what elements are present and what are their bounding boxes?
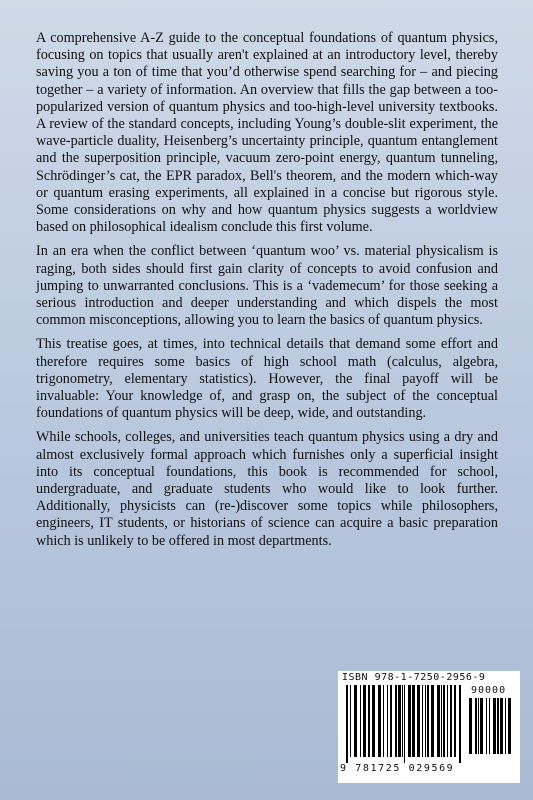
barcode-bar bbox=[395, 685, 397, 757]
ean-digits-label: 9 781725 029569 bbox=[340, 763, 455, 774]
isbn-barcode bbox=[338, 671, 520, 783]
barcode-bar bbox=[486, 698, 487, 754]
barcode-bar bbox=[350, 685, 351, 757]
barcode-bar bbox=[493, 698, 496, 754]
barcode-bar bbox=[404, 685, 405, 763]
barcode-bar bbox=[398, 685, 401, 757]
blurb-paragraph-1: A comprehensive A-Z guide to the conceptual foundations of quantum physics, focusing on topics that usually aren't explained at an introductory level, thereby saving you a ton of time that you’d otherwise spend searching for – and piecing together – a variety of information. An overview that fills the gap between a too-popularized version of quantum physics and too-high-level university textbooks. A review of the standard concepts, including Young’s double-slit experiment, the wave-particle duality, Heisenberg’s uncertainty principle, quantum entanglement and the superposition principle, vacuum zero-point energy, quantum tunneling, Schrödinger’s cat, the EPR paradox, Bell's theorem, and the modern which-way or quantum erasing experiments, all explained in a concise but rigorous style. Some considerations on why and how quantum physics suggests a worldview based on philosophical idealism conclude this first volume. bbox=[36, 30, 498, 236]
isbn-label: ISBN 978-1-7250-2956-9 bbox=[342, 672, 486, 683]
barcode-bar bbox=[425, 685, 426, 757]
barcode-bar bbox=[363, 685, 366, 757]
barcode-bar bbox=[372, 685, 375, 757]
barcode-bar bbox=[402, 685, 403, 757]
blurb-paragraph-2: In an era when the conflict between ‘quantum woo’ vs. material physicalism is raging, both sides should first gain clarity of concepts to avoid confusion and jumping to unwarranted conclusions. This is a ‘vademecum’ for those seeking a serious introduction and deeper understanding and which dispels the most common misconceptions, allowing you to learn the basics of quantum physics. bbox=[36, 243, 498, 329]
barcode-bar bbox=[450, 685, 452, 757]
barcode-bar bbox=[408, 685, 411, 757]
blurb-paragraph-4: While schools, colleges, and universities teach quantum physics using a dry and almost exclusively formal approach which furnishes only a superficial insight into its conceptual foundations, this book is recommended for school, undergraduate, and graduate students who would like to look further. Additionally, physicists can (re-)discover some topics while philosophers, engineers, IT students, or historians of science can acquire a basic preparation which is unlikely to be offered in most departments. bbox=[36, 429, 498, 549]
barcode-bar bbox=[454, 685, 456, 757]
barcode-bar bbox=[478, 698, 479, 754]
price-code-label: 90000 bbox=[471, 685, 507, 696]
blurb-paragraph-3: This treatise goes, at times, into technical details that demand some effort and therefore requires some basics of high school math (calculus, algebra, trigonometry, elementary statistics). However, the final payoff will be invaluable: Your knowledge of, and grasp on, the subject of the conceptual foundations of quantum physics will be deep, wide, and outstanding. bbox=[36, 336, 498, 422]
barcode-bar bbox=[383, 685, 384, 757]
barcode-bar bbox=[346, 685, 348, 763]
barcode-bar bbox=[378, 685, 381, 757]
barcode-bar bbox=[390, 685, 392, 757]
barcode-bar bbox=[354, 685, 357, 757]
barcode-bar bbox=[427, 685, 429, 757]
barcode-bar bbox=[443, 685, 445, 757]
barcode-bar bbox=[497, 698, 499, 754]
barcode-bar bbox=[441, 685, 442, 757]
ean-barcode-bars bbox=[346, 685, 464, 763]
barcode-bar bbox=[489, 698, 490, 754]
barcode-bar bbox=[387, 685, 388, 757]
barcode-bar bbox=[508, 698, 511, 754]
barcode-bar bbox=[469, 698, 472, 754]
barcode-bar bbox=[422, 685, 423, 757]
barcode-bar bbox=[368, 685, 370, 757]
barcode-bar bbox=[500, 698, 503, 754]
barcode-bar bbox=[475, 698, 477, 754]
barcode-bar bbox=[480, 698, 483, 754]
barcode-bar bbox=[360, 685, 361, 757]
back-cover-blurb bbox=[36, 30, 498, 557]
barcode-bar bbox=[417, 685, 420, 757]
barcode-bar bbox=[437, 685, 440, 757]
barcode-bar bbox=[505, 698, 506, 754]
barcode-bar bbox=[412, 685, 415, 757]
barcode-bar bbox=[431, 685, 434, 757]
addon-barcode-bars bbox=[469, 698, 515, 760]
barcode-bar bbox=[459, 685, 461, 763]
barcode-bar bbox=[447, 685, 448, 757]
